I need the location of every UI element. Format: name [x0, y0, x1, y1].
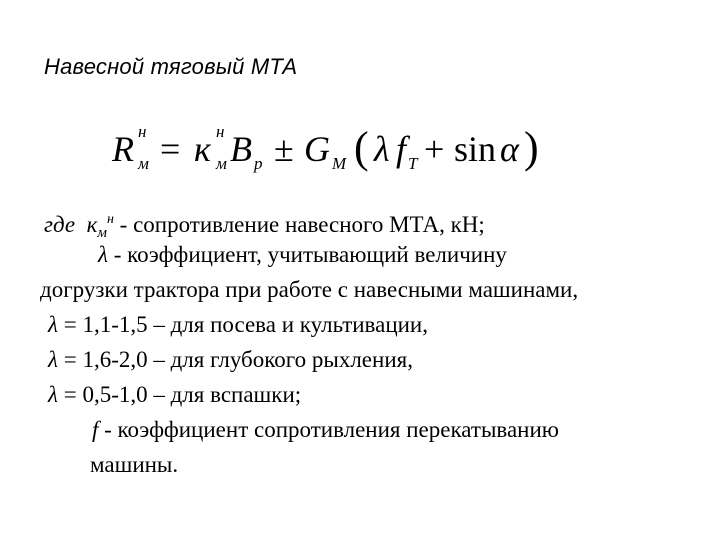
slide-title: Навесной тяговый МТА	[44, 54, 298, 79]
formula-kappa: к	[194, 129, 211, 169]
lambda-symbol: λ	[98, 242, 108, 267]
formula-alpha: α	[500, 129, 519, 169]
definition-f	[44, 412, 694, 447]
formula-kappa-sup: н	[216, 122, 225, 141]
formula-sin: sin	[454, 129, 497, 169]
formula-b: B	[230, 129, 252, 169]
formula-b-sub: р	[254, 154, 263, 173]
lambda-description: - коэффициент, учитывающий величину	[107, 242, 507, 267]
lambda-case-symbol: λ	[48, 382, 58, 407]
formula-g: G	[304, 129, 330, 169]
formula-f: f	[396, 129, 407, 169]
where-word: где	[44, 212, 76, 237]
k-description: - сопротивление навесного МТА, кН;	[113, 212, 485, 237]
formula	[112, 118, 552, 188]
formula-r-sub: м	[138, 154, 149, 173]
definition-lambda	[44, 237, 694, 272]
lambda-description-continued: догрузки трактора при работе с навесными машинами,	[40, 277, 579, 302]
f-description: - коэффициент сопротивления перекатыванию	[98, 417, 559, 442]
formula-plus: +	[424, 129, 445, 169]
formula-right-paren: )	[524, 123, 539, 172]
f-description-continued: машины.	[90, 452, 179, 477]
lambda-case-symbol: λ	[48, 312, 58, 337]
formula-lambda: λ	[374, 129, 390, 169]
formula-equals: =	[160, 129, 181, 169]
k-symbol: к	[86, 212, 98, 237]
lambda-case-symbol: λ	[48, 347, 58, 372]
lambda-case-text: = 0,5-1,0 – для вспашки;	[57, 382, 302, 407]
lambda-case	[44, 307, 694, 342]
formula-f-sub: Т	[408, 154, 418, 173]
formula-kappa-sub: м	[216, 154, 227, 173]
formula-r: R	[112, 129, 134, 169]
lambda-case	[44, 342, 694, 377]
k-sup: н	[106, 212, 114, 227]
f-symbol: f	[92, 417, 99, 442]
lambda-case-text: = 1,6-2,0 – для глубокого рыхления,	[57, 347, 413, 372]
definition-k	[44, 202, 694, 241]
formula-left-paren: (	[354, 123, 369, 172]
formula-r-sup: н	[138, 122, 147, 141]
k-sub: м	[97, 225, 107, 241]
definitions	[40, 202, 694, 482]
formula-g-sub: M	[332, 154, 347, 173]
lambda-case	[44, 377, 694, 412]
formula-plus-minus: ±	[274, 129, 294, 169]
lambda-case-text: = 1,1-1,5 – для посева и культивации,	[57, 312, 428, 337]
